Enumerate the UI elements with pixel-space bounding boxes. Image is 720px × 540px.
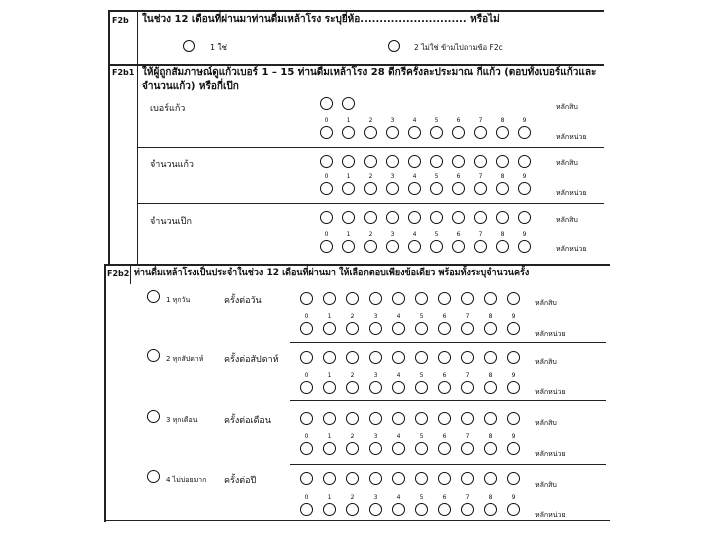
digit-label: 1 bbox=[327, 372, 332, 379]
tens-digit-bubble[interactable] bbox=[386, 211, 399, 224]
tens-digit-bubble[interactable] bbox=[496, 211, 509, 224]
digit-label: 5 bbox=[419, 433, 424, 440]
tens-digit-bubble[interactable] bbox=[323, 351, 336, 364]
digit-label: 6 bbox=[442, 313, 447, 320]
units-digit-bubble[interactable] bbox=[323, 322, 336, 335]
tens-digit-bubble[interactable] bbox=[369, 472, 382, 485]
tens-digit-bubble[interactable] bbox=[323, 412, 336, 425]
digit-label: 9 bbox=[522, 117, 527, 124]
units-digit-bubble[interactable] bbox=[430, 182, 443, 195]
f2b2-option-radio[interactable] bbox=[147, 410, 160, 423]
units-digit-bubble[interactable] bbox=[392, 442, 405, 455]
f2b1-question-line2: จำนวนแก้ว) หรือกี่เป๊ก bbox=[142, 81, 239, 92]
units-digit-bubble[interactable] bbox=[452, 126, 465, 139]
digit-label: 9 bbox=[522, 173, 527, 180]
f2b2-top-rule bbox=[104, 264, 610, 266]
tens-digit-bubble[interactable] bbox=[300, 292, 313, 305]
units-digit-bubble[interactable] bbox=[507, 503, 520, 516]
units-digit-bubble[interactable] bbox=[300, 322, 313, 335]
units-digit-bubble[interactable] bbox=[461, 503, 474, 516]
tens-digit-bubble[interactable] bbox=[438, 351, 451, 364]
digit-label: 2 bbox=[350, 494, 355, 501]
digit-label: 2 bbox=[350, 372, 355, 379]
f2b2-code-divider bbox=[130, 264, 131, 284]
digit-label: 4 bbox=[396, 372, 401, 379]
f2b2-code: F2b2 bbox=[107, 269, 130, 278]
digit-label: 3 bbox=[373, 313, 378, 320]
digit-label: 1 bbox=[346, 173, 351, 180]
tens-digit-bubble[interactable] bbox=[369, 412, 382, 425]
digit-label: 8 bbox=[488, 372, 493, 379]
tens-digit-bubble[interactable] bbox=[300, 351, 313, 364]
f2b2-option-radio[interactable] bbox=[147, 349, 160, 362]
units-digit-bubble[interactable] bbox=[438, 381, 451, 394]
tens-digit-bubble[interactable] bbox=[484, 412, 497, 425]
tens-digit-bubble[interactable] bbox=[438, 472, 451, 485]
f2b-left-rule bbox=[108, 10, 110, 65]
tens-digit-bubble[interactable] bbox=[346, 351, 359, 364]
f2b2-units-label: หลักหน่วย bbox=[535, 511, 566, 519]
tens-digit-bubble[interactable] bbox=[461, 351, 474, 364]
f2b-yes-radio[interactable] bbox=[183, 40, 195, 52]
digit-label: 3 bbox=[390, 231, 395, 238]
digit-label: 2 bbox=[350, 313, 355, 320]
units-digit-bubble[interactable] bbox=[430, 240, 443, 253]
f2b1-code-divider bbox=[137, 64, 138, 264]
units-digit-bubble[interactable] bbox=[364, 182, 377, 195]
f2b1-row-divider bbox=[137, 147, 604, 148]
tens-digit-bubble[interactable] bbox=[438, 292, 451, 305]
digit-label: 2 bbox=[368, 117, 373, 124]
tens-digit-bubble[interactable] bbox=[300, 472, 313, 485]
units-digit-bubble[interactable] bbox=[507, 322, 520, 335]
units-digit-bubble[interactable] bbox=[496, 240, 509, 253]
tens-digit-bubble[interactable] bbox=[392, 472, 405, 485]
tens-digit-bubble[interactable] bbox=[438, 412, 451, 425]
units-digit-bubble[interactable] bbox=[461, 322, 474, 335]
tens-digit-bubble[interactable] bbox=[342, 211, 355, 224]
units-digit-bubble[interactable] bbox=[452, 182, 465, 195]
digit-label: 0 bbox=[304, 313, 309, 320]
f2b-code: F2b bbox=[112, 16, 129, 25]
digit-label: 9 bbox=[511, 372, 516, 379]
f2b1-row-tens-label: หลักสิบ bbox=[556, 159, 578, 167]
units-digit-bubble[interactable] bbox=[369, 442, 382, 455]
f2b2-option-label: 2 ทุกสัปดาห์ bbox=[166, 355, 204, 363]
units-digit-bubble[interactable] bbox=[323, 381, 336, 394]
f2b2-option-label: 1 ทุกวัน bbox=[166, 296, 191, 304]
units-digit-bubble[interactable] bbox=[386, 126, 399, 139]
units-digit-bubble[interactable] bbox=[415, 381, 428, 394]
digit-label: 1 bbox=[327, 433, 332, 440]
f2b-no-label: 2 ไม่ใช่ ข้ามไปถามข้อ F2c bbox=[414, 43, 503, 52]
units-digit-bubble[interactable] bbox=[518, 126, 531, 139]
units-digit-bubble[interactable] bbox=[392, 322, 405, 335]
tens-digit-bubble[interactable] bbox=[392, 292, 405, 305]
units-digit-bubble[interactable] bbox=[496, 182, 509, 195]
units-digit-bubble[interactable] bbox=[474, 182, 487, 195]
digit-label: 4 bbox=[412, 231, 417, 238]
f2b1-question-line1: ให้ผู้ถูกสัมภาษณ์ดูแก้วเบอร์ 1 – 15 ท่านดื่มเหล้าโรง 28 ดีกรีครั้งละประมาณ กี่แก้ว (ตอบทั้งเบอร์แก้วและ bbox=[142, 67, 597, 78]
tens-digit-bubble[interactable] bbox=[300, 412, 313, 425]
tens-digit-bubble[interactable] bbox=[430, 211, 443, 224]
tens-digit-bubble[interactable] bbox=[320, 155, 333, 168]
units-digit-bubble[interactable] bbox=[415, 442, 428, 455]
digit-label: 9 bbox=[522, 231, 527, 238]
f2b2-units-label: หลักหน่วย bbox=[535, 450, 566, 458]
tens-digit-bubble[interactable] bbox=[452, 155, 465, 168]
f2b-top-rule bbox=[108, 10, 604, 12]
digit-label: 7 bbox=[465, 494, 470, 501]
digit-label: 6 bbox=[456, 173, 461, 180]
f2b2-question: ท่านดื่มเหล้าโรงเป็นประจำในช่วง 12 เดือนที่ผ่านมา ให้เลือกตอบเพียงข้อเดียว พร้อมทั้งระบุจำนวนครั้ง bbox=[134, 268, 530, 278]
units-digit-bubble[interactable] bbox=[364, 126, 377, 139]
digit-label: 3 bbox=[390, 173, 395, 180]
digit-label: 8 bbox=[488, 494, 493, 501]
digit-label: 2 bbox=[368, 173, 373, 180]
f2b2-option-radio[interactable] bbox=[147, 290, 160, 303]
tens-digit-bubble[interactable] bbox=[484, 292, 497, 305]
tens-digit-bubble[interactable] bbox=[408, 211, 421, 224]
tens-digit-bubble[interactable] bbox=[461, 412, 474, 425]
digit-label: 9 bbox=[511, 313, 516, 320]
digit-label: 7 bbox=[465, 313, 470, 320]
tens-digit-bubble[interactable] bbox=[474, 155, 487, 168]
digit-label: 4 bbox=[412, 117, 417, 124]
digit-label: 7 bbox=[478, 173, 483, 180]
tens-digit-bubble[interactable] bbox=[484, 351, 497, 364]
tens-digit-bubble[interactable] bbox=[364, 155, 377, 168]
units-digit-bubble[interactable] bbox=[461, 442, 474, 455]
tens-digit-bubble[interactable] bbox=[364, 211, 377, 224]
f2b1-row-units-label: หลักหน่วย bbox=[556, 245, 587, 253]
f2b2-freq-label: ครั้งต่อเดือน bbox=[224, 416, 271, 426]
digit-label: 1 bbox=[346, 117, 351, 124]
units-digit-bubble[interactable] bbox=[342, 182, 355, 195]
units-digit-bubble[interactable] bbox=[518, 182, 531, 195]
units-digit-bubble[interactable] bbox=[386, 182, 399, 195]
f2b2-row-divider bbox=[290, 464, 606, 465]
f2b2-freq-label: ครั้งต่อปี bbox=[224, 476, 257, 486]
digit-label: 0 bbox=[304, 433, 309, 440]
tens-digit-bubble[interactable] bbox=[518, 211, 531, 224]
units-digit-bubble[interactable] bbox=[342, 126, 355, 139]
f2b2-tens-label: หลักสิบ bbox=[535, 419, 557, 427]
units-digit-bubble[interactable] bbox=[415, 322, 428, 335]
units-digit-bubble[interactable] bbox=[415, 503, 428, 516]
digit-label: 7 bbox=[478, 231, 483, 238]
units-digit-bubble[interactable] bbox=[320, 126, 333, 139]
f2b1-row-label: เบอร์แก้ว bbox=[150, 104, 186, 114]
units-digit-bubble[interactable] bbox=[346, 381, 359, 394]
f2b1-left-rule bbox=[108, 64, 110, 264]
tens-digit-bubble[interactable] bbox=[320, 211, 333, 224]
units-digit-bubble[interactable] bbox=[484, 322, 497, 335]
units-digit-bubble[interactable] bbox=[364, 240, 377, 253]
digit-label: 7 bbox=[465, 433, 470, 440]
units-digit-bubble[interactable] bbox=[369, 381, 382, 394]
f2b1-row-tens-label: หลักสิบ bbox=[556, 103, 578, 111]
tens-digit-bubble[interactable] bbox=[518, 155, 531, 168]
tens-digit-bubble[interactable] bbox=[507, 351, 520, 364]
units-digit-bubble[interactable] bbox=[484, 503, 497, 516]
digit-label: 0 bbox=[304, 372, 309, 379]
digit-label: 3 bbox=[373, 372, 378, 379]
tens-digit-bubble[interactable] bbox=[474, 211, 487, 224]
units-digit-bubble[interactable] bbox=[346, 503, 359, 516]
f2b1-row-label: จำนวนเป๊ก bbox=[150, 217, 192, 227]
units-digit-bubble[interactable] bbox=[507, 442, 520, 455]
tens-digit-bubble[interactable] bbox=[415, 351, 428, 364]
units-digit-bubble[interactable] bbox=[320, 240, 333, 253]
units-digit-bubble[interactable] bbox=[484, 442, 497, 455]
units-digit-bubble[interactable] bbox=[386, 240, 399, 253]
digit-label: 4 bbox=[396, 433, 401, 440]
digit-label: 6 bbox=[442, 494, 447, 501]
units-digit-bubble[interactable] bbox=[408, 182, 421, 195]
digit-label: 8 bbox=[500, 173, 505, 180]
f2b-question: ในช่วง 12 เดือนที่ผ่านมาท่านดื่มเหล้าโรง ระบุยี่ห้อ............................ หรือไม่ bbox=[142, 14, 500, 25]
digit-label: 8 bbox=[500, 117, 505, 124]
tens-digit-bubble[interactable] bbox=[408, 155, 421, 168]
digit-label: 5 bbox=[419, 494, 424, 501]
f2b2-left-rule bbox=[104, 264, 106, 522]
f2b1-row-tens-label: หลักสิบ bbox=[556, 216, 578, 224]
tens-digit-bubble[interactable] bbox=[342, 155, 355, 168]
units-digit-bubble[interactable] bbox=[323, 503, 336, 516]
units-digit-bubble[interactable] bbox=[346, 442, 359, 455]
units-digit-bubble[interactable] bbox=[342, 240, 355, 253]
digit-label: 2 bbox=[350, 433, 355, 440]
digit-label: 9 bbox=[511, 433, 516, 440]
tens-digit-bubble[interactable] bbox=[323, 292, 336, 305]
f2b2-option-radio[interactable] bbox=[147, 470, 160, 483]
tens-digit-bubble[interactable] bbox=[507, 292, 520, 305]
digit-label: 3 bbox=[373, 494, 378, 501]
tens-digit-bubble[interactable] bbox=[392, 412, 405, 425]
units-digit-bubble[interactable] bbox=[369, 322, 382, 335]
digit-label: 4 bbox=[396, 494, 401, 501]
digit-label: 1 bbox=[327, 313, 332, 320]
units-digit-bubble[interactable] bbox=[320, 182, 333, 195]
digit-label: 5 bbox=[434, 117, 439, 124]
digit-label: 5 bbox=[419, 372, 424, 379]
tens-digit-bubble[interactable] bbox=[461, 472, 474, 485]
digit-label: 7 bbox=[478, 117, 483, 124]
units-digit-bubble[interactable] bbox=[346, 322, 359, 335]
tens-digit-bubble[interactable] bbox=[507, 412, 520, 425]
units-digit-bubble[interactable] bbox=[461, 381, 474, 394]
units-digit-bubble[interactable] bbox=[369, 503, 382, 516]
units-digit-bubble[interactable] bbox=[496, 126, 509, 139]
digit-label: 0 bbox=[304, 494, 309, 501]
digit-label: 1 bbox=[346, 231, 351, 238]
digit-label: 6 bbox=[456, 231, 461, 238]
tens-digit-bubble[interactable] bbox=[346, 292, 359, 305]
f2b-no-radio[interactable] bbox=[388, 40, 400, 52]
f2b1-code: F2b1 bbox=[112, 68, 135, 77]
f2b1-row-label: จำนวนแก้ว bbox=[150, 160, 194, 170]
units-digit-bubble[interactable] bbox=[438, 503, 451, 516]
units-digit-bubble[interactable] bbox=[392, 381, 405, 394]
f2b2-option-label: 3 ทุกเดือน bbox=[166, 416, 198, 424]
digit-label: 5 bbox=[434, 231, 439, 238]
tens-digit-bubble[interactable] bbox=[507, 472, 520, 485]
f2b2-option-label: 4 ไม่บ่อยมาก bbox=[166, 476, 207, 484]
tens-digit-bubble[interactable] bbox=[496, 155, 509, 168]
units-digit-bubble[interactable] bbox=[392, 503, 405, 516]
tens-digit-bubble[interactable] bbox=[346, 472, 359, 485]
units-digit-bubble[interactable] bbox=[484, 381, 497, 394]
digit-label: 3 bbox=[373, 433, 378, 440]
digit-label: 2 bbox=[368, 231, 373, 238]
tens-digit-bubble[interactable] bbox=[369, 351, 382, 364]
digit-label: 6 bbox=[442, 372, 447, 379]
digit-label: 5 bbox=[434, 173, 439, 180]
tens-digit-bubble[interactable] bbox=[392, 351, 405, 364]
f2b2-freq-label: ครั้งต่อวัน bbox=[224, 296, 262, 306]
tens-digit-bubble[interactable] bbox=[430, 155, 443, 168]
digit-label: 6 bbox=[456, 117, 461, 124]
tens-digit-bubble[interactable] bbox=[461, 292, 474, 305]
f2b2-row-divider bbox=[290, 342, 606, 343]
f2b2-freq-label: ครั้งต่อสัปดาห์ bbox=[224, 355, 279, 365]
digit-label: 3 bbox=[390, 117, 395, 124]
units-digit-bubble[interactable] bbox=[438, 322, 451, 335]
f2b2-units-label: หลักหน่วย bbox=[535, 388, 566, 396]
units-digit-bubble[interactable] bbox=[474, 240, 487, 253]
f2b2-units-label: หลักหน่วย bbox=[535, 330, 566, 338]
digit-label: 1 bbox=[327, 494, 332, 501]
f2b-code-divider bbox=[137, 10, 138, 65]
units-digit-bubble[interactable] bbox=[518, 240, 531, 253]
digit-label: 0 bbox=[324, 117, 329, 124]
units-digit-bubble[interactable] bbox=[430, 126, 443, 139]
units-digit-bubble[interactable] bbox=[408, 126, 421, 139]
f2b1-row-units-label: หลักหน่วย bbox=[556, 133, 587, 141]
f2b2-row-divider bbox=[290, 400, 606, 401]
digit-label: 8 bbox=[500, 231, 505, 238]
f2b1-row-divider bbox=[137, 203, 604, 204]
units-digit-bubble[interactable] bbox=[408, 240, 421, 253]
tens-digit-bubble[interactable] bbox=[386, 155, 399, 168]
f2b-yes-label: 1 ใช่ bbox=[210, 43, 227, 52]
tens-digit-bubble[interactable] bbox=[346, 412, 359, 425]
digit-label: 0 bbox=[324, 231, 329, 238]
tens-digit-bubble[interactable] bbox=[320, 97, 333, 110]
units-digit-bubble[interactable] bbox=[300, 442, 313, 455]
digit-label: 6 bbox=[442, 433, 447, 440]
digit-label: 8 bbox=[488, 433, 493, 440]
digit-label: 4 bbox=[412, 173, 417, 180]
f2b2-tens-label: หลักสิบ bbox=[535, 481, 557, 489]
tens-digit-bubble[interactable] bbox=[415, 292, 428, 305]
f2b2-tens-label: หลักสิบ bbox=[535, 299, 557, 307]
tens-digit-bubble[interactable] bbox=[342, 97, 355, 110]
digit-label: 5 bbox=[419, 313, 424, 320]
tens-digit-bubble[interactable] bbox=[484, 472, 497, 485]
units-digit-bubble[interactable] bbox=[300, 503, 313, 516]
units-digit-bubble[interactable] bbox=[452, 240, 465, 253]
tens-digit-bubble[interactable] bbox=[452, 211, 465, 224]
digit-label: 0 bbox=[324, 173, 329, 180]
digit-label: 7 bbox=[465, 372, 470, 379]
units-digit-bubble[interactable] bbox=[438, 442, 451, 455]
tens-digit-bubble[interactable] bbox=[323, 472, 336, 485]
digit-label: 4 bbox=[396, 313, 401, 320]
tens-digit-bubble[interactable] bbox=[415, 412, 428, 425]
tens-digit-bubble[interactable] bbox=[369, 292, 382, 305]
units-digit-bubble[interactable] bbox=[507, 381, 520, 394]
tens-digit-bubble[interactable] bbox=[415, 472, 428, 485]
f2b1-row-units-label: หลักหน่วย bbox=[556, 189, 587, 197]
f2b2-tens-label: หลักสิบ bbox=[535, 358, 557, 366]
units-digit-bubble[interactable] bbox=[323, 442, 336, 455]
units-digit-bubble[interactable] bbox=[300, 381, 313, 394]
units-digit-bubble[interactable] bbox=[474, 126, 487, 139]
digit-label: 9 bbox=[511, 494, 516, 501]
digit-label: 8 bbox=[488, 313, 493, 320]
